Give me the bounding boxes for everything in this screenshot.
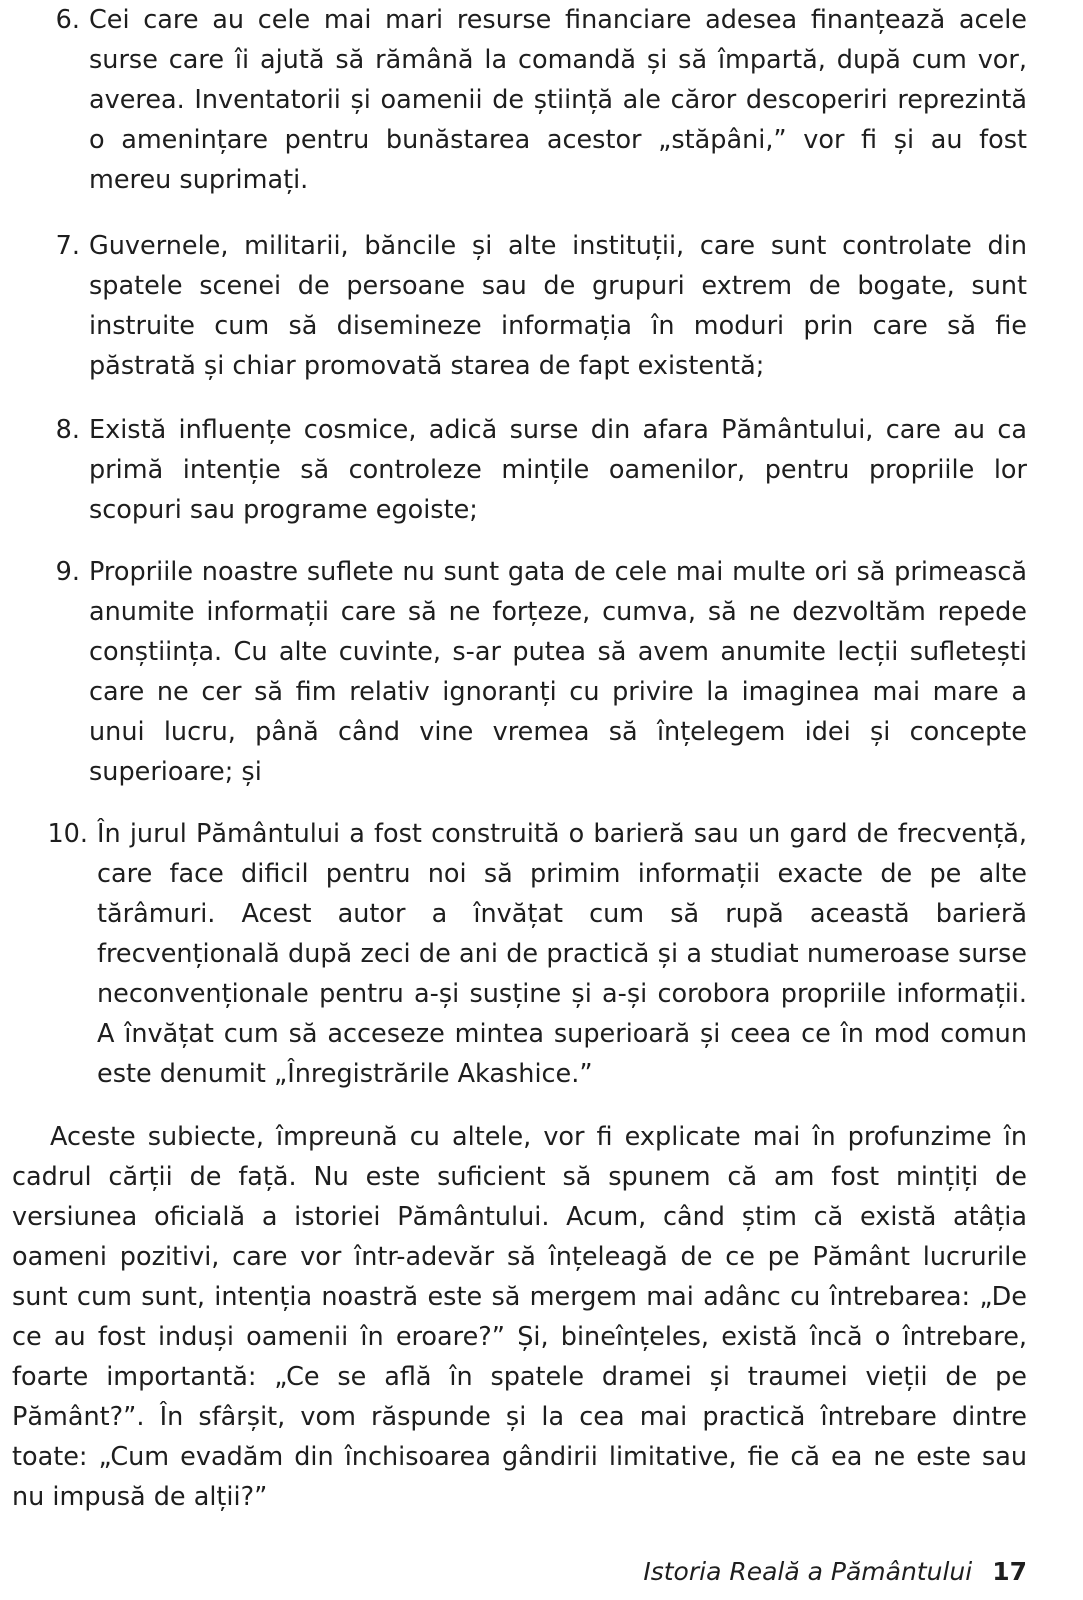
list-item-text: Există influențe cosmice, adică surse din afara Pământului, care au ca primă intenție să controleze mințile oamenilor, pentru propriile lor scopuri sau programe egoiste; (89, 415, 1027, 525)
list-item-7 (0, 226, 1027, 386)
running-title: Istoria Reală a Pământului (643, 1557, 973, 1586)
list-item-9 (0, 552, 1027, 792)
list-item-number: 6. (55, 5, 80, 35)
list-item-8 (0, 410, 1027, 530)
list-item-10 (0, 814, 1027, 1094)
list-item-text: Guvernele, militarii, băncile și alte instituții, care sunt controlate din spatele scenei de persoane sau de grupuri extrem de bogate, sunt instruite cum să disemineze informația în moduri prin care să fie păstrată și chiar promovată starea de fapt existentă; (89, 231, 1027, 381)
list-item-text: Cei care au cele mai mari resurse financiare adesea finanțează acele surse care îi ajută să rămână la comandă și să împartă, după cum vor, averea. Inventatorii și oamenii de știință ale căror descoperiri reprezintă o amenințare pentru bunăstarea acestor „stăpâni,” vor fi și au fost mereu suprimați. (89, 5, 1027, 195)
list-item-text: În jurul Pământului a fost construită o barieră sau un gard de frecvență, care face dificil pentru noi să primim informații exacte de pe alte tărâmuri. Acest autor a învățat cum să rupă această barieră frecvențională după zeci de ani de practică și a studiat numeroase surse neconvenționale pentru a-și susține și a-și corobora propriile informații. A învățat cum să acceseze mintea superioară și ceea ce în mod comun este denumit „Înregistrările Akashice.” (97, 819, 1027, 1089)
list-item-text: Propriile noastre suflete nu sunt gata de cele mai multe ori să primească anumite informații care să ne forțeze, cumva, să ne dezvoltăm repede conștiința. Cu alte cuvinte, s-ar putea să avem anumite lecții sufletești care ne cer să fim relativ ignoranți cu privire la imaginea mai mare a unui lucru, până când vine vremea să înțelegem idei și concepte superioare; și (89, 557, 1027, 787)
list-item-number: 8. (55, 415, 80, 445)
page-footer (643, 1554, 1027, 1590)
list-item-number: 7. (55, 231, 80, 261)
list-item-number: 10. (47, 819, 88, 849)
body-paragraph: Aceste subiecte, împreună cu altele, vor fi explicate mai în profunzime în cadrul cărții de față. Nu este suficient să spunem că am fost mințiți de versiunea oficială a istoriei Pământului. Acum, când știm că există atâția oameni pozitivi, care vor într-adevăr să înțeleagă de ce pe Pământ lucrurile sunt cum sunt, intenția noastră este să mergem mai adânc cu întrebarea: „De ce au fost induși oamenii în eroare?” Și, bineînțeles, există încă o întrebare, foarte importantă: „Ce se află în spatele dramei și traumei vieții de pe Pământ?”. În sfârșit, vom răspunde și la cea mai practică întrebare dintre toate: „Cum evadăm din închisoarea gândirii limitative, fie că ea ne este sau nu impusă de alții?” (12, 1122, 1027, 1512)
list-item-6 (0, 0, 1027, 200)
page-number: 17 (992, 1557, 1027, 1586)
list-item-number: 9. (55, 557, 80, 587)
